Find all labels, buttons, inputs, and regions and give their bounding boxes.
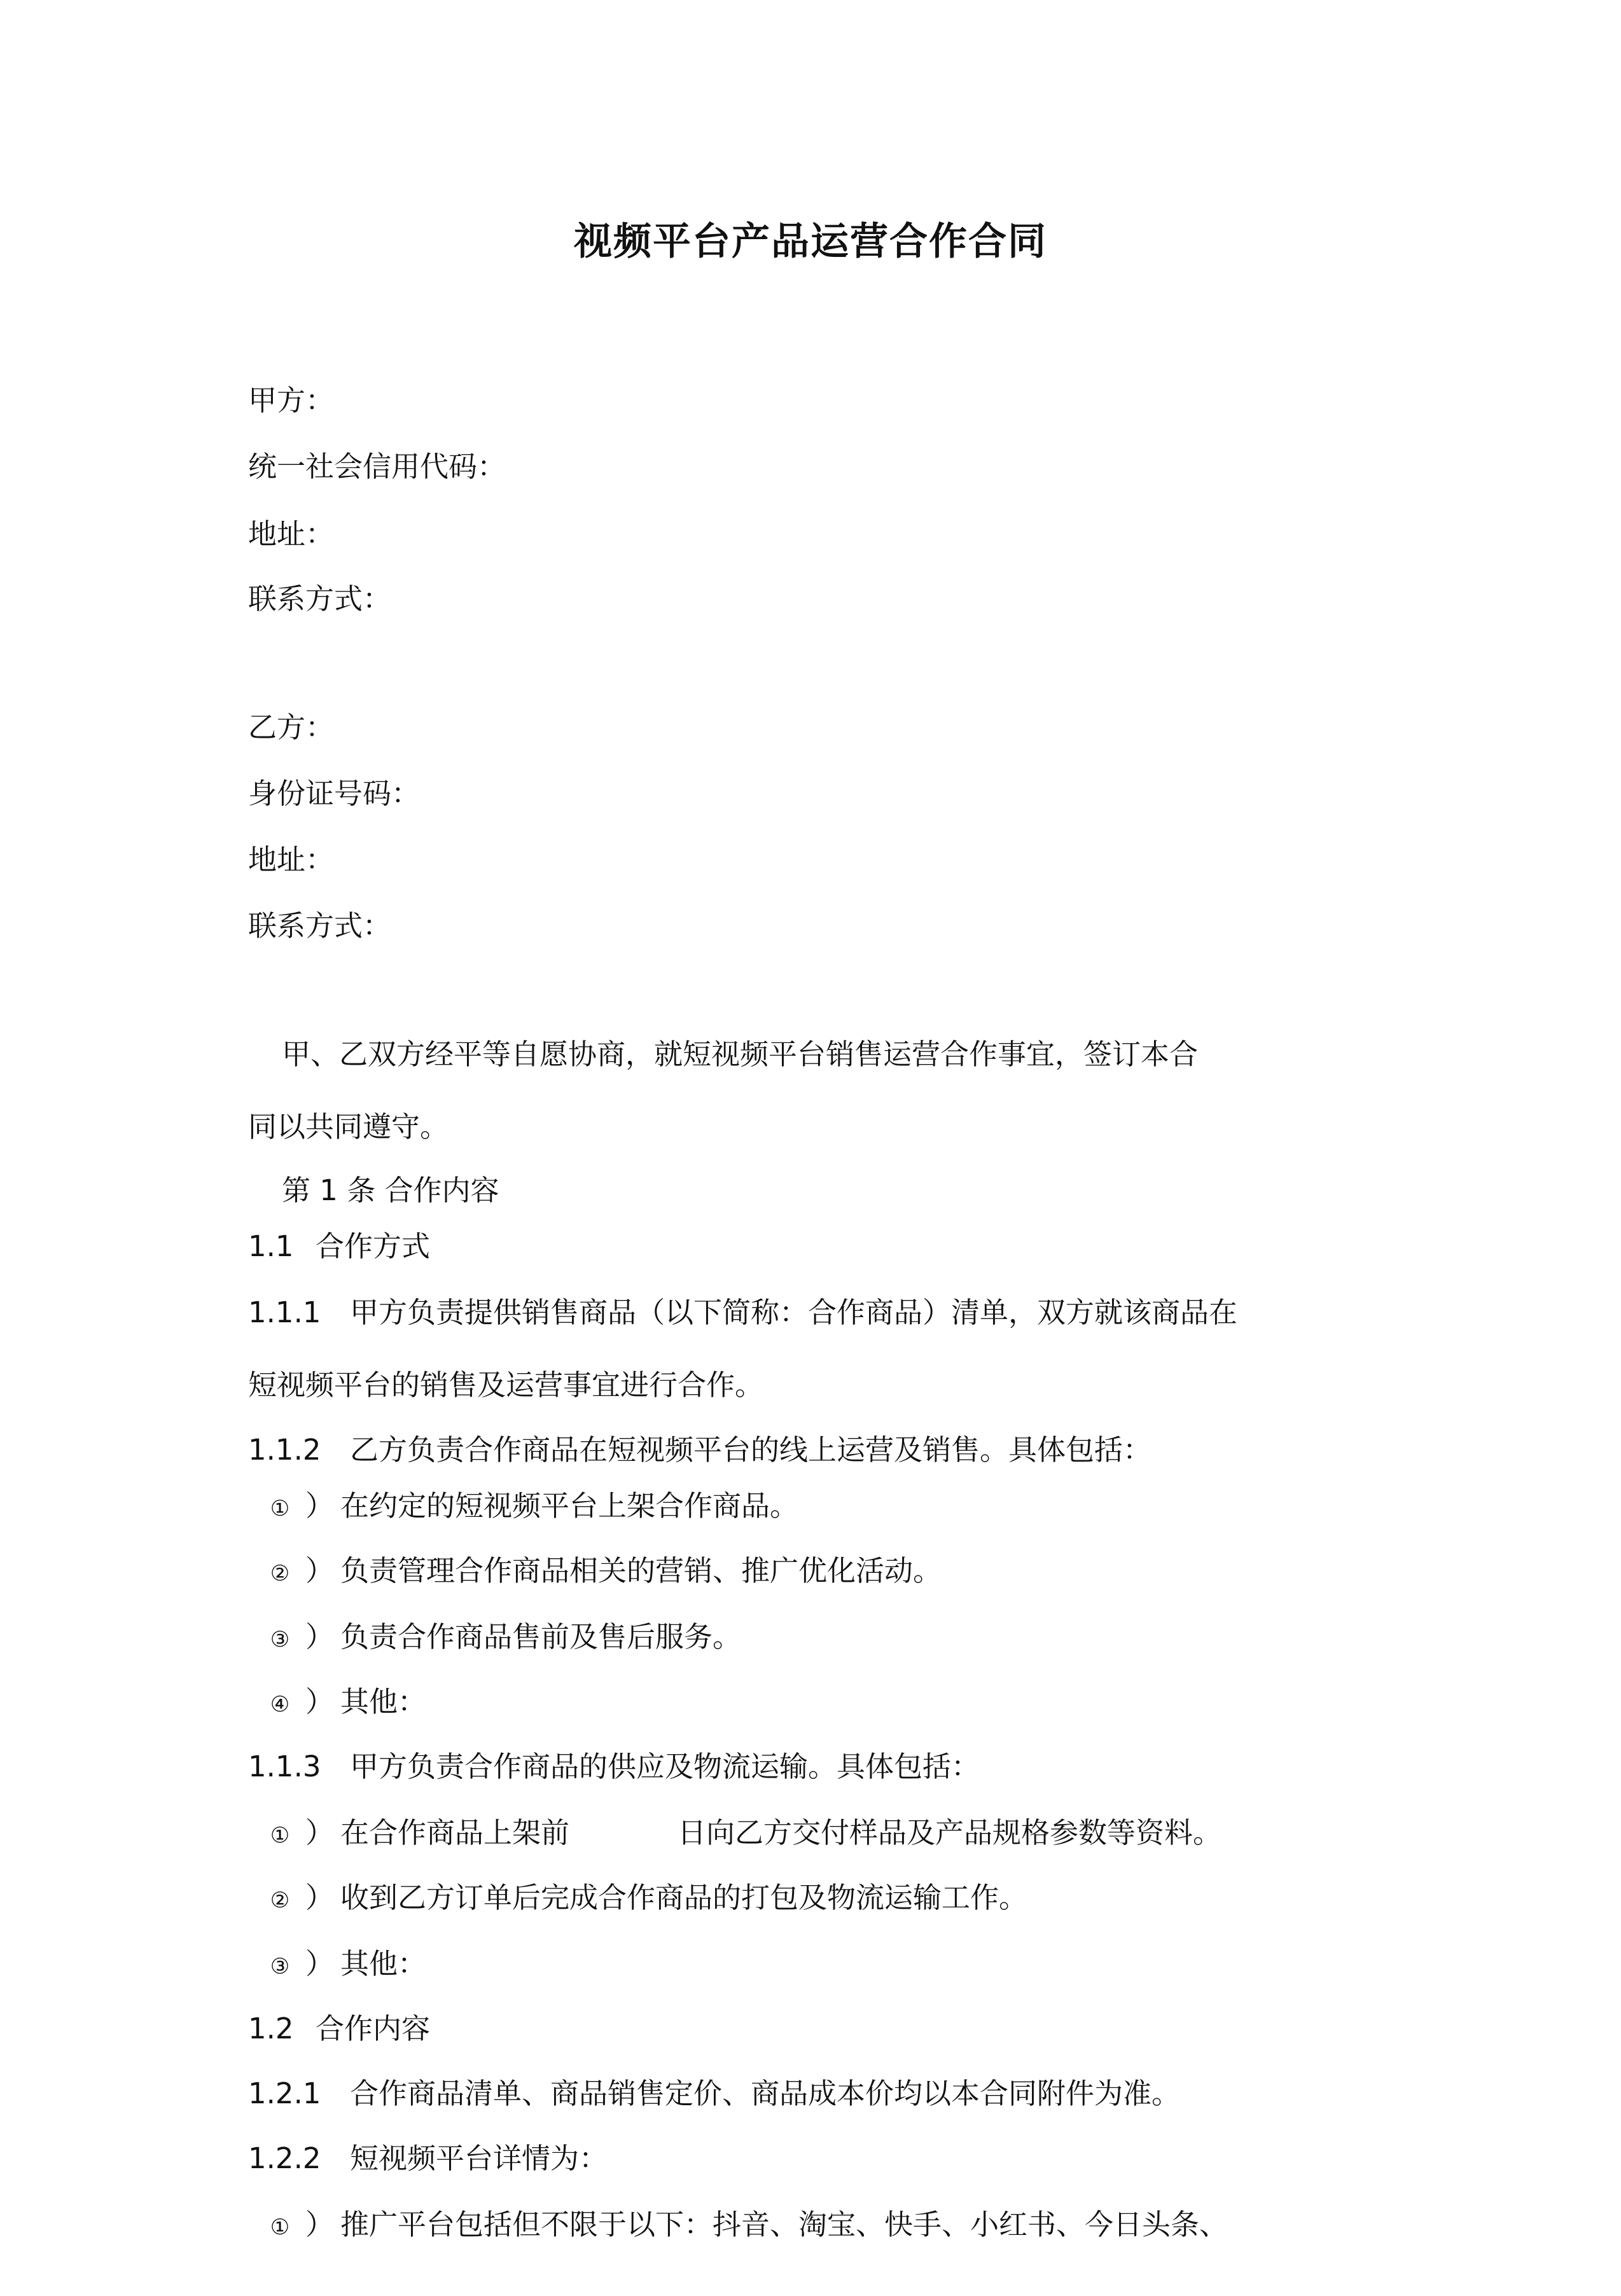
section-text: 甲方负责合作商品的供应及物流运输。具体包括： [350,1750,980,1783]
item-paren: ） [305,1685,334,1719]
item-marker: ④ [270,1692,290,1717]
item-text: 推广平台包括但不限于以下：抖音、淘宝、快手、小红书、今日头条、 [340,2208,1228,2241]
list-item [248,1814,1221,1855]
section-1-1-3 [248,1748,980,1786]
party-b-label: 乙方： [248,710,335,744]
item-marker: ③ [270,1954,290,1979]
section-title: 合作内容 [316,2012,431,2045]
item-paren: ） [305,1816,334,1850]
section-number: 1.2 [248,2012,294,2045]
item-paren: ） [305,1554,334,1587]
party-b-address-label: 地址： [248,843,335,876]
preamble-line-1: 甲、乙双方经平等自愿协商，就短视频平台销售运营合作事宜，签订本合 [282,1037,1199,1071]
item-marker: ③ [270,1627,290,1652]
item-marker: ② [270,1561,290,1586]
section-number: 1.2.2 [248,2141,321,2175]
section-1-2-1 [248,2075,1180,2113]
preamble-line-2: 同以共同遵守。 [248,1110,449,1144]
item-text-continued: 日向乙方交付样品及产品规格参数等资料。 [678,1816,1222,1850]
item-marker: ① [270,1823,290,1848]
item-paren: ） [305,1881,334,1914]
item-text: 负责合作商品售前及售后服务。 [340,1620,742,1654]
item-paren: ） [305,1620,334,1654]
section-1-1-1 [248,1294,1237,1332]
section-1-1 [248,1228,430,1266]
section-1-2-2 [248,2140,608,2178]
section-1-1-1-continued: 短视频平台的销售及运营事宜进行合作。 [248,1368,764,1402]
document-title: 视频平台产品运营合作合同 [574,219,1047,264]
item-paren: ） [305,2208,334,2241]
list-item [248,1879,1027,1919]
section-text: 乙方负责合作商品在短视频平台的线上运营及销售。具体包括： [350,1433,1152,1467]
item-text: 在合作商品上架前 [340,1816,570,1850]
party-b-contact-label: 联系方式： [248,909,392,943]
section-text: 甲方负责提供销售商品（以下简称：合作商品）清单，双方就该商品在 [350,1296,1238,1329]
section-number: 1.1.2 [248,1433,321,1467]
list-item [248,1945,426,1986]
section-number: 1.1.1 [248,1296,321,1329]
item-text: 在约定的短视频平台上架合作商品。 [340,1489,799,1523]
item-text: 收到乙方订单后完成合作商品的打包及物流运输工作。 [340,1881,1028,1914]
section-1-1-2 [248,1431,1151,1469]
section-text: 短视频平台详情为： [350,2141,608,2175]
party-a-credit-code-label: 统一社会信用代码： [248,450,506,483]
article-1-heading: 第 1 条 合作内容 [282,1173,499,1207]
section-title: 合作方式 [316,1229,431,1263]
item-paren: ） [305,1947,334,1981]
section-number: 1.2.1 [248,2077,321,2110]
section-text: 合作商品清单、商品销售定价、商品成本价均以本合同附件为准。 [350,2077,1181,2110]
list-item [248,1552,942,1593]
section-number: 1.1 [248,1229,294,1263]
item-marker: ① [270,1496,290,1521]
list-item [248,1487,798,1528]
party-a-address-label: 地址： [248,517,335,551]
item-text: 其他： [340,1685,427,1719]
item-marker: ① [270,2215,290,2240]
party-b-id-label: 身份证号码： [248,777,421,810]
section-1-2 [248,2010,430,2048]
item-text: 其他： [340,1947,427,1981]
item-paren: ） [305,1489,334,1523]
list-item [248,1683,426,1724]
list-item [248,1618,741,1659]
section-number: 1.1.3 [248,1750,321,1783]
item-text: 负责管理合作商品相关的营销、推广优化活动。 [340,1554,942,1587]
item-marker: ② [270,1888,290,1913]
list-item [248,2206,1228,2246]
party-a-label: 甲方： [248,384,335,417]
party-a-contact-label: 联系方式： [248,582,392,616]
